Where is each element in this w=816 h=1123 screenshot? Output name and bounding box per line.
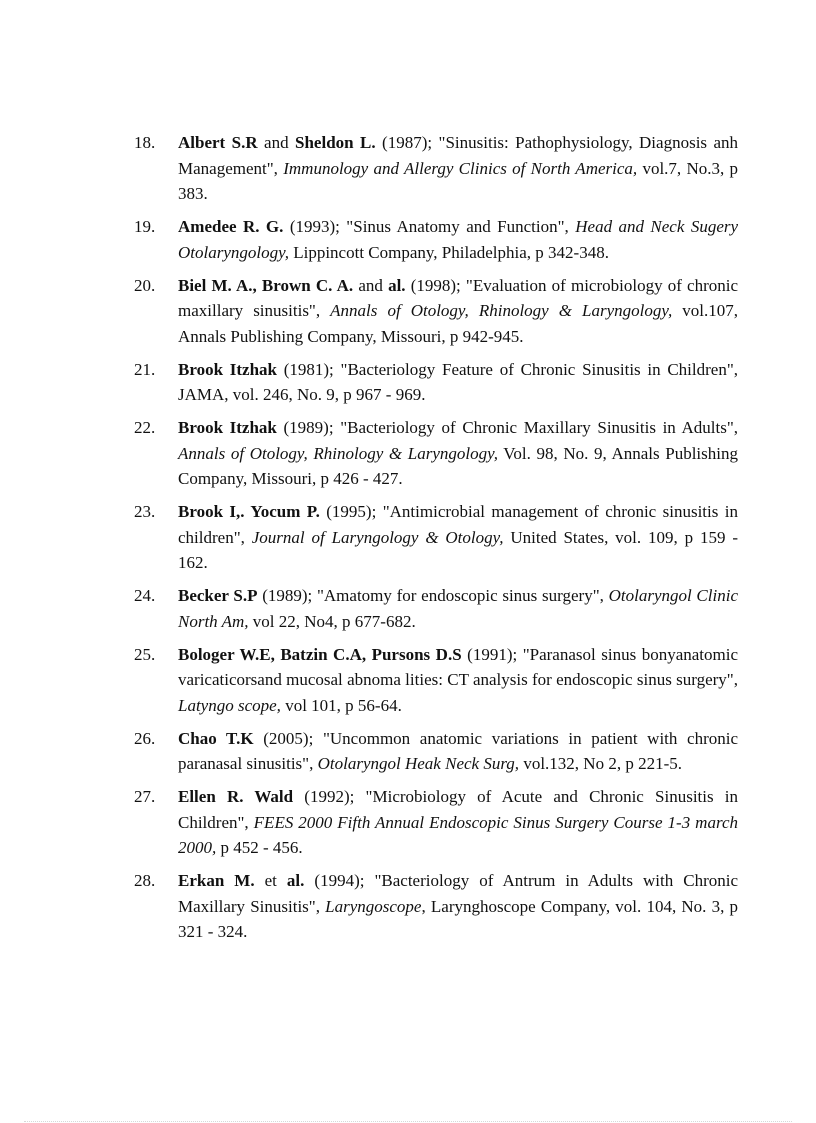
reference-item-26 (134, 726, 738, 777)
reference-item-18 (134, 130, 738, 207)
reference-year: (1989); (276, 418, 341, 437)
reference-title: "Amatomy for endoscopic sinus surgery", (316, 586, 609, 605)
reference-authors-second: Sheldon L. (295, 133, 376, 152)
reference-number: 20. (134, 275, 156, 295)
reference-authors-second: al. (286, 871, 305, 890)
reference-item-23 (134, 499, 738, 576)
page-bottom-divider (24, 1121, 792, 1122)
reference-authors: Brook I,. Yocum P. (178, 502, 320, 521)
reference-source: Head and Neck Sugery Otolaryngology, (178, 217, 739, 262)
reference-details: Vol. 98, No. 9, Annals Publishing Company, Missouri, p 426 - 427. (178, 443, 738, 488)
reference-item-22 (134, 415, 738, 492)
reference-year: (2005); (253, 728, 323, 748)
reference-item-27 (134, 784, 738, 861)
reference-source: Otolaryngol Heak Neck Surg, (317, 754, 520, 773)
reference-year: (1993); (283, 217, 347, 236)
reference-number: 25. (134, 644, 156, 664)
reference-item-25 (134, 642, 738, 719)
reference-title: "Sinusitis: Pathophysiology, Diagnosis anh Management", (178, 133, 738, 178)
reference-item-24 (134, 583, 738, 634)
reference-details: vol.107, Annals Publishing Company, Missouri, p 942-945. (178, 301, 738, 346)
reference-year: (1998); (405, 275, 466, 295)
reference-details: vol 101, p 56-64. (280, 695, 402, 715)
reference-item-19 (134, 214, 738, 265)
reference-number: 24. (134, 586, 156, 605)
reference-source: Annals of Otology, Rhinology & Laryngology, (178, 443, 498, 463)
reference-source: Laryngoscope (325, 896, 422, 916)
reference-number: 19. (134, 217, 156, 236)
reference-title: "Bacteriology of Antrum in Adults with Chronic Maxillary Sinusitis", (178, 871, 739, 916)
reference-title: "Antimicrobial management of chronic sinusitis in children", (178, 502, 738, 547)
reference-year: (1995); (319, 502, 383, 521)
reference-connector: and (257, 133, 296, 152)
reference-source: Otolaryngol Clinic North Am, (178, 586, 738, 631)
reference-year: (1992); (293, 787, 366, 806)
reference-number: 28. (134, 871, 156, 890)
reference-authors-second: al. (388, 275, 406, 295)
reference-number: 22. (134, 418, 156, 437)
reference-details: Lippincott Company, Philadelphia, p 342-348. (288, 242, 609, 262)
reference-details: vol.132, No 2, p 221-5. (519, 754, 682, 773)
reference-number: 23. (134, 502, 156, 521)
reference-item-28 (134, 868, 738, 945)
reference-details: vol.7, No.3, p 383. (178, 158, 739, 203)
reference-item-21 (134, 357, 738, 408)
reference-title: "Uncommon anatomic variations in patient with chronic paranasal sinusitis", (178, 728, 739, 773)
reference-year: (1981); (277, 359, 341, 379)
reference-authors: Ellen R. Wald (178, 787, 294, 806)
reference-item-20 (134, 273, 738, 350)
reference-details: United States, vol. 109, p 159 - 162. (178, 527, 739, 572)
reference-details: , Larynghoscope Company, vol. 104, No. 3, p 321 - 324. (178, 896, 738, 941)
reference-title: "Evaluation of microbiology of chronic maxillary sinusitis", (178, 275, 739, 320)
reference-authors: Albert S.R (178, 133, 258, 152)
reference-year: (1994); (304, 871, 375, 890)
reference-connector: et (254, 871, 287, 890)
reference-details: vol 22, No4, p 677-682. (248, 611, 416, 631)
reference-source: Immunology and Allergy Clinics of North America, (283, 158, 638, 178)
reference-year: (1991); (461, 644, 523, 664)
reference-source: Journal of Laryngology & Otology, (251, 527, 504, 547)
reference-source: FEES 2000 Fifth Annual Endoscopic Sinus Surgery Course 1-3 march 2000, (178, 812, 738, 857)
reference-authors: Brook Itzhak (178, 418, 277, 437)
reference-title: "Bacteriology of Chronic Maxillary Sinusitis in Adults", (340, 418, 739, 437)
reference-authors: Becker S.P (178, 586, 258, 605)
reference-source: Annals of Otology, Rhinology & Laryngology, (330, 301, 673, 320)
reference-title: "Sinus Anatomy and Function", (346, 217, 576, 236)
reference-title: "Paranasol sinus bonyanatomic varicaticorsand mucosal abnoma lities: CT analysis for endoscopic sinus surgery", (178, 644, 738, 689)
reference-list (134, 130, 738, 952)
reference-connector: and (353, 275, 389, 295)
reference-number: 26. (134, 728, 156, 748)
reference-authors: Brook Itzhak (178, 359, 277, 379)
reference-year: (1987); (375, 133, 439, 152)
reference-authors: Erkan M. (178, 871, 255, 890)
reference-details: p 452 - 456. (216, 838, 303, 857)
reference-number: 21. (134, 359, 156, 379)
reference-title: "Microbiology of Acute and Chronic Sinusitis in Children", (178, 787, 739, 832)
reference-number: 18. (134, 133, 156, 152)
reference-authors: Chao T.K (178, 728, 254, 748)
reference-authors: Bologer W.E, Batzin C.A, Pursons D.S (178, 644, 462, 664)
reference-year: (1989); (257, 586, 317, 605)
reference-title: "Bacteriology Feature of Chronic Sinusitis in Children", JAMA, vol. 246, No. 9, p 967 - 969. (178, 359, 739, 404)
reference-source: Latyngo scope, (178, 695, 281, 715)
reference-authors: Amedee R. G. (178, 217, 284, 236)
reference-authors: Biel M. A., Brown C. A. (178, 275, 354, 295)
reference-number: 27. (134, 787, 156, 806)
